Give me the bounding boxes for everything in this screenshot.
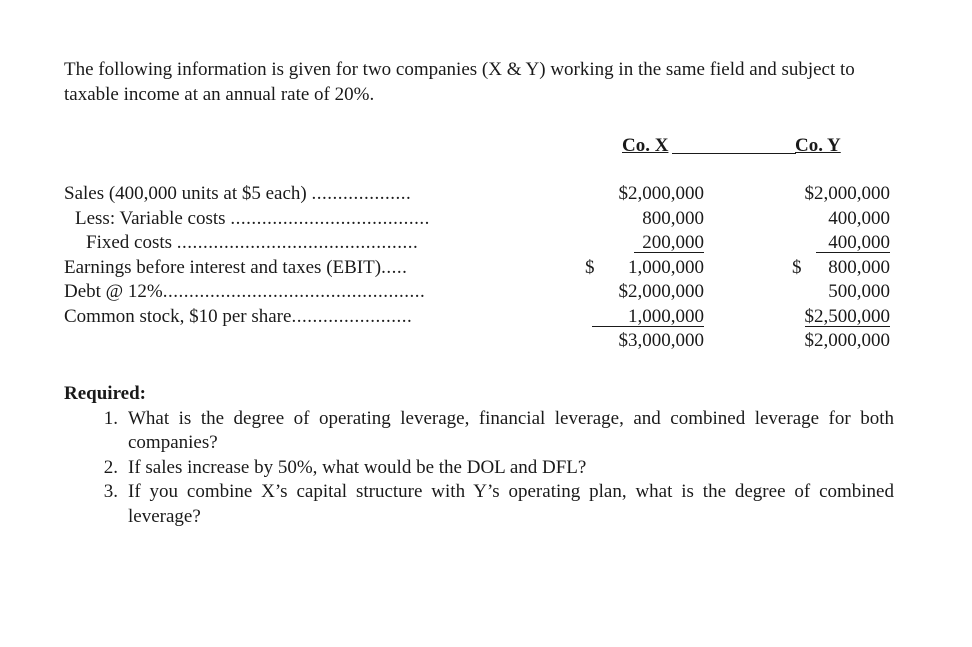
cell-y-fixed-costs: 400,000 bbox=[770, 231, 890, 256]
cell-y-debt: 500,000 bbox=[828, 281, 890, 302]
cell-x-debt: $2,000,000 bbox=[618, 281, 704, 302]
label-sales: Sales (400,000 units at $5 each) ................... bbox=[64, 183, 412, 204]
cell-y-sales: $2,000,000 bbox=[804, 183, 890, 204]
cell-y-variable-costs: 400,000 bbox=[828, 207, 890, 229]
required-section bbox=[64, 382, 894, 529]
label-common-stock: Common stock, $10 per share ....................... bbox=[64, 305, 413, 327]
cell-y-total: $2,000,000 bbox=[804, 330, 890, 351]
cell-x-common-stock: 1,000,000 bbox=[585, 305, 704, 330]
label-fixed-costs: Fixed costs .............................................. bbox=[86, 232, 419, 253]
cell-y-ebit: $ 800,000 bbox=[792, 256, 890, 278]
label-ebit: Earnings before interest and taxes (EBIT) ..... bbox=[64, 256, 408, 278]
column-header-co-y: Co. Y bbox=[795, 135, 841, 156]
item-number: 1. bbox=[103, 407, 118, 429]
column-co-x bbox=[585, 182, 704, 354]
header-rule bbox=[672, 153, 796, 154]
required-list bbox=[64, 407, 894, 530]
item-number: 2. bbox=[103, 456, 118, 478]
item-text: If sales increase by 50%, what would be the DOL and DFL? bbox=[128, 456, 587, 478]
cell-x-variable-costs: 800,000 bbox=[642, 207, 704, 229]
item-text: If you combine X’s capital structure with Y’s operating plan, what is the degree of combined leverage? bbox=[128, 481, 894, 527]
column-header-co-x: Co. X bbox=[622, 135, 669, 156]
cell-x-total: $3,000,000 bbox=[618, 330, 704, 351]
required-title: Required: bbox=[64, 383, 146, 404]
cell-y-common-stock: $2,500,000 bbox=[804, 305, 890, 327]
label-variable-costs: Less: Variable costs ...................................... bbox=[75, 207, 430, 229]
required-item-1 bbox=[64, 407, 894, 456]
row-labels bbox=[64, 182, 456, 329]
cell-x-fixed-costs: 200,000 bbox=[585, 231, 704, 256]
item-number: 3. bbox=[103, 481, 118, 502]
required-item-2 bbox=[64, 456, 894, 481]
cell-x-ebit: $ 1,000,000 bbox=[585, 256, 704, 278]
label-debt: Debt @ 12% .................................................. bbox=[64, 281, 426, 302]
required-item-3 bbox=[64, 480, 894, 529]
column-co-y bbox=[770, 182, 890, 354]
item-text: What is the degree of operating leverage, financial leverage, and combined leverage for both companies? bbox=[128, 407, 894, 453]
cell-x-sales: $2,000,000 bbox=[618, 183, 704, 204]
intro-paragraph: The following information is given for two companies (X & Y) working in the same field and subject to taxable income at an annual rate of 20%. bbox=[64, 59, 855, 105]
